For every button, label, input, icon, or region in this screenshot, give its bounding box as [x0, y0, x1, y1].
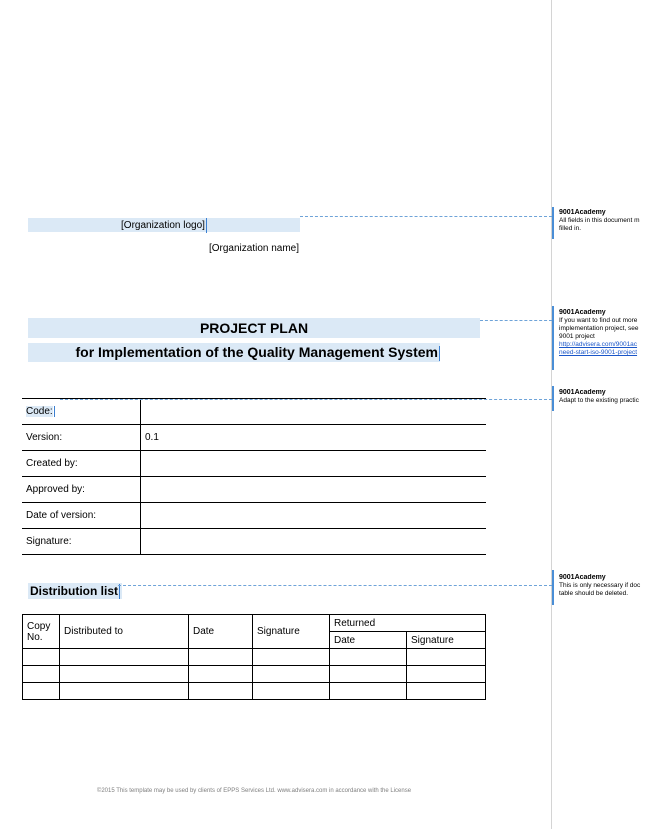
info-row-version [22, 425, 486, 451]
comment-author: 9001Academy [559, 389, 606, 396]
page-footer: ©2015 This template may be used by clients of EPPS Services Ltd. www.advisera.com in accordance with the License [96, 788, 412, 794]
comment-connector [480, 320, 552, 321]
comment-line: implementation project, see [559, 325, 639, 332]
distribution-list-heading: Distribution list [28, 583, 122, 599]
info-label: Date of version: [22, 503, 141, 529]
header-returned: Returned [330, 615, 486, 632]
header-returned-date: Date [330, 632, 407, 649]
comment-author: 9001Academy [559, 309, 606, 316]
comment-connector [118, 585, 552, 586]
comment-balloon[interactable] [559, 574, 651, 598]
info-row-signature [22, 529, 486, 555]
document-info-table [22, 398, 486, 555]
comment-link[interactable]: http://advisera.com/9001ac [559, 341, 638, 348]
comment-line: filled in. [559, 225, 582, 232]
header-copy-no: Copy No. [23, 615, 60, 649]
comment-margin [551, 0, 651, 829]
organization-name-placeholder[interactable]: [Organization name] [208, 243, 300, 254]
comment-line: If you want to find out more [559, 317, 638, 324]
header-date: Date [189, 615, 253, 649]
comment-balloon[interactable] [559, 309, 651, 357]
info-value[interactable] [141, 399, 487, 425]
comment-bar [552, 386, 554, 411]
table-row [23, 683, 486, 700]
info-label: Created by: [22, 451, 141, 477]
info-label: Code: [22, 399, 141, 425]
header-returned-signature: Signature [407, 632, 486, 649]
header-distributed-to: Distributed to [60, 615, 189, 649]
comment-link[interactable]: need-start-iso-9001-project [559, 349, 638, 356]
distribution-table [22, 614, 486, 700]
info-label: Approved by: [22, 477, 141, 503]
comment-balloon[interactable] [559, 389, 651, 405]
comment-line: 9001 project [559, 333, 595, 340]
comment-connector [60, 399, 552, 400]
distribution-header-row [23, 615, 486, 632]
info-label: Version: [22, 425, 141, 451]
document-subtitle: for Implementation of the Quality Management System [75, 344, 438, 360]
info-value[interactable] [141, 477, 487, 503]
info-value[interactable] [141, 451, 487, 477]
comment-line: All fields in this document m [559, 217, 640, 224]
comment-bar [552, 207, 554, 239]
comment-line: table should be deleted. [559, 590, 629, 597]
info-value[interactable] [141, 503, 487, 529]
header-signature: Signature [253, 615, 330, 649]
comment-connector [300, 216, 552, 217]
info-label: Signature: [22, 529, 141, 555]
comment-bar [552, 570, 554, 605]
info-value[interactable] [141, 529, 487, 555]
table-row [23, 649, 486, 666]
table-row [23, 666, 486, 683]
comment-balloon[interactable] [559, 209, 651, 233]
info-value[interactable]: 0.1 [141, 425, 487, 451]
info-row-code [22, 399, 486, 425]
info-row-approved-by [22, 477, 486, 503]
comment-bar [552, 306, 554, 370]
comment-line: This is only necessary if doc [559, 582, 641, 589]
comment-author: 9001Academy [559, 209, 606, 216]
info-row-date-of-version [22, 503, 486, 529]
comment-line: Adapt to the existing practic [559, 397, 639, 404]
info-row-created-by [22, 451, 486, 477]
document-title: PROJECT PLAN [199, 320, 309, 336]
organization-logo-placeholder[interactable]: [Organization logo] [28, 218, 300, 233]
comment-author: 9001Academy [559, 574, 606, 581]
